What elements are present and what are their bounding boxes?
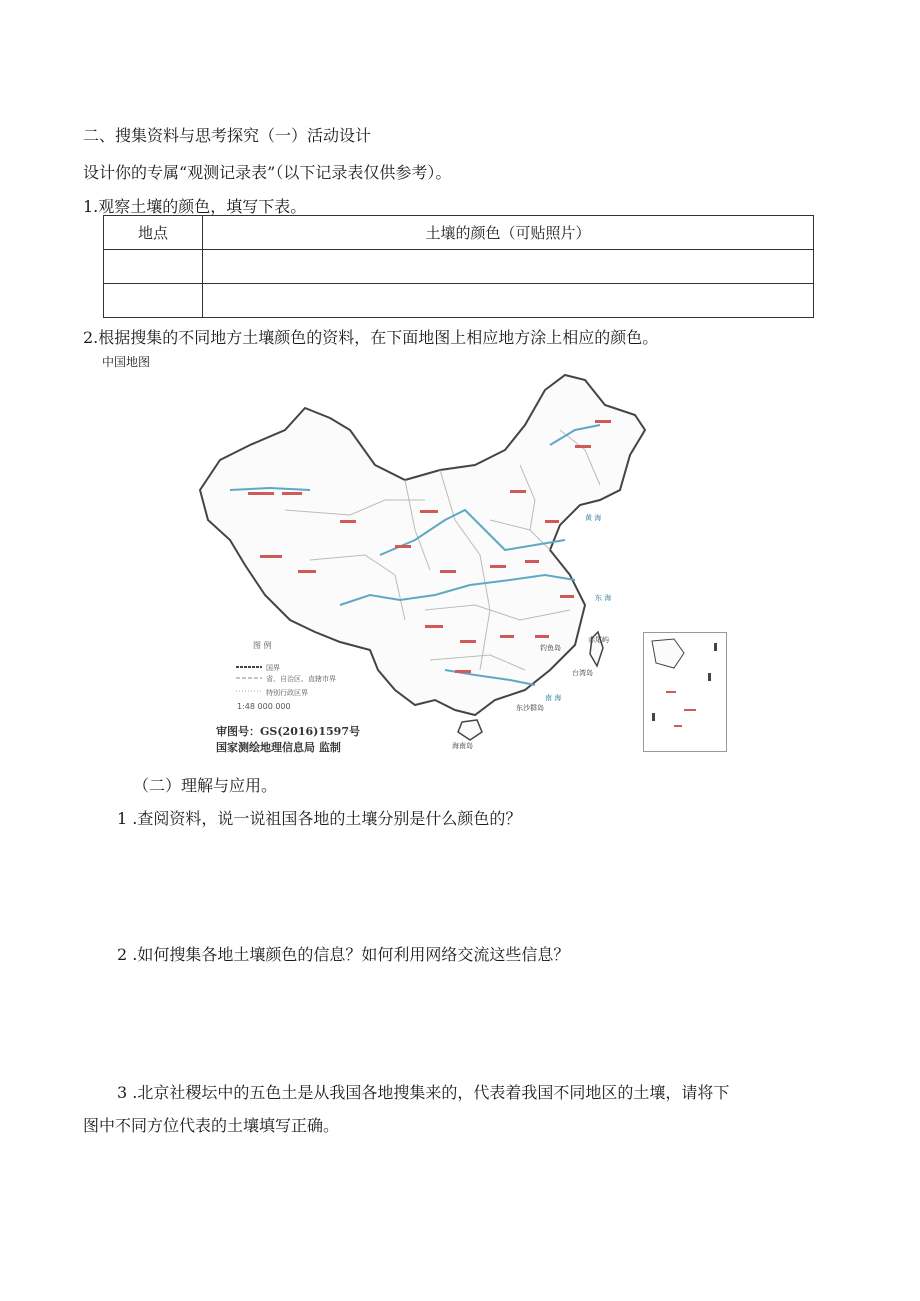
map-title: 中国地图 — [102, 355, 151, 369]
svg-text:南 海: 南 海 — [545, 694, 562, 702]
section-intro: 设计你的专属“观测记录表”（以下记录表仅供参考）。 — [83, 163, 452, 182]
header-soil-color: 土壤的颜色（可贴照片） — [203, 216, 814, 250]
legend-title: 图 例 — [253, 641, 272, 650]
map-approval-number: 审图号：GS(2016)1597号 — [216, 725, 360, 738]
table-row — [104, 284, 814, 318]
cell-soil-color[interactable] — [203, 250, 814, 284]
label-diaoyu: 钓鱼岛 — [540, 644, 561, 652]
label-taiwan: 台湾岛 — [572, 669, 593, 677]
inset-islands — [644, 633, 726, 751]
label-chiwei: 赤尾屿 — [588, 636, 609, 644]
question-2: 2 .如何搜集各地土壤颜色的信息？如何利用网络交流这些信息？ — [117, 945, 570, 964]
china-map[interactable] — [190, 370, 650, 755]
legend-line-samples — [236, 664, 264, 694]
question-3-line1: 3 .北京社稷坛中的五色土是从我国各地搜集来的，代表着我国不同地区的土壤，请将下 — [117, 1083, 730, 1102]
question-3-line2: 图中不同方位代表的土壤填写正确。 — [83, 1116, 340, 1135]
task2-prompt: 2.根据搜集的不同地方土壤颜色的资料，在下面地图上相应地方涂上相应的颜色。 — [83, 328, 659, 347]
svg-text:黄 海: 黄 海 — [585, 514, 602, 522]
map-scale: 1:48 000 000 — [237, 702, 291, 711]
section-heading: 二、搜集资料与思考探究（一）活动设计 — [83, 126, 372, 145]
legend-sar-border: 特别行政区界 — [266, 689, 308, 697]
cell-location[interactable] — [104, 250, 203, 284]
svg-text:东 海: 东 海 — [595, 594, 612, 602]
legend-national-border: 国界 — [266, 664, 280, 672]
cell-soil-color[interactable] — [203, 284, 814, 318]
part2-heading: （二）理解与应用。 — [133, 776, 278, 795]
legend-province-border: 省、自治区、直辖市界 — [266, 675, 336, 683]
map-publisher: 国家测绘地理信息局 监制 — [216, 741, 341, 754]
header-location: 地点 — [104, 216, 203, 250]
label-hainan: 海南岛 — [452, 742, 473, 750]
observation-table — [103, 215, 814, 318]
cell-location[interactable] — [104, 284, 203, 318]
south-china-sea-inset — [643, 632, 727, 752]
label-dongsha: 东沙群岛 — [516, 704, 544, 712]
table-row — [104, 250, 814, 284]
hainan-island — [458, 720, 482, 740]
question-1: 1 .查阅资料，说一说祖国各地的土壤分别是什么颜色的？ — [117, 809, 522, 828]
task1-prompt: 1.观察土壤的颜色，填写下表。 — [83, 197, 307, 216]
table-header-row — [104, 216, 814, 250]
